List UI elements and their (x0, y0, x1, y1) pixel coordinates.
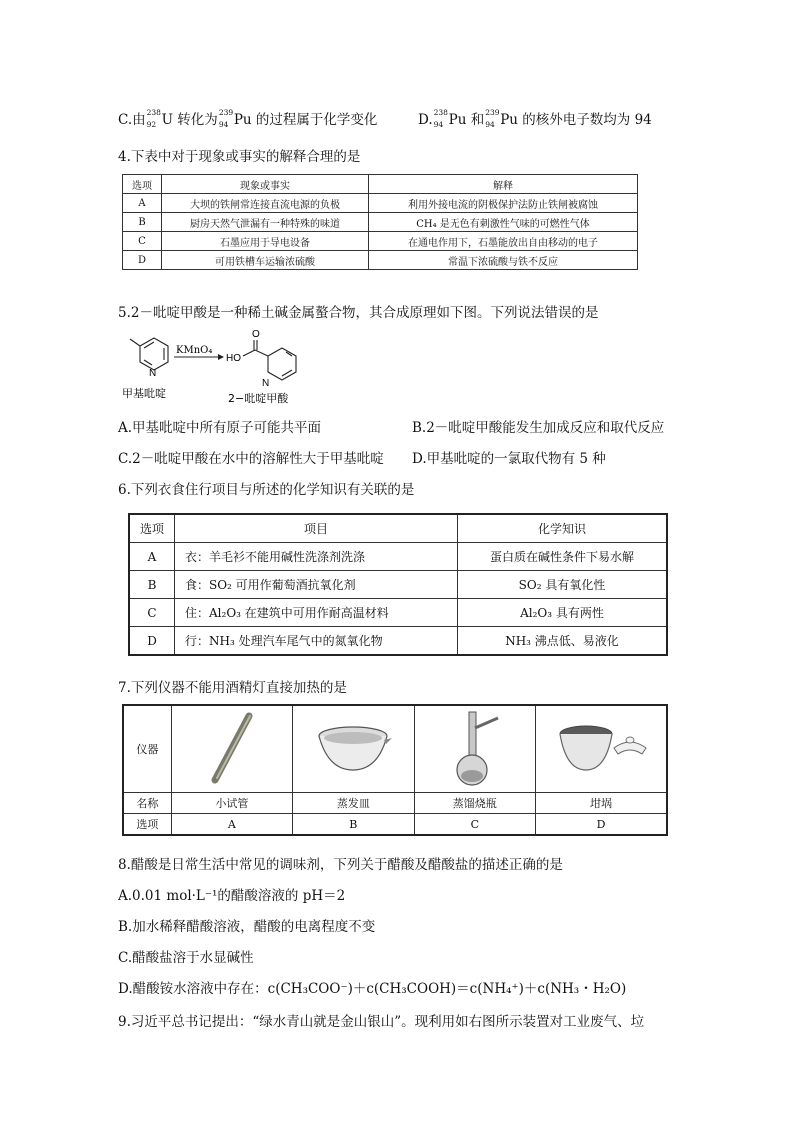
table-row (129, 599, 667, 627)
header-cell: 现象或事实 (162, 175, 369, 194)
row-label-instrument: 仪器 (123, 705, 171, 793)
pu239-z: 94 (485, 119, 495, 129)
product-n-atom: N (262, 378, 270, 389)
header-cell: 选项 (123, 175, 162, 194)
pu-z: 94 (218, 119, 229, 129)
q5-option-b: B.2－吡啶甲酸能发生加成反应和取代反应 (412, 420, 665, 436)
q4-stem: 4.下表中对于现象或事实的解释合理的是 (118, 149, 361, 165)
table-cell: SO₂ 具有氧化性 (458, 571, 668, 599)
row-label-option: 选项 (123, 814, 171, 836)
table-cell: 厨房天然气泄漏有一种特殊的味道 (162, 213, 369, 232)
table-cell: 在通电作用下，石墨能放出自由移动的电子 (369, 232, 638, 251)
pu239-nuclide (484, 107, 500, 129)
table-cell: 常温下浓硫酸与铁不反应 (369, 251, 638, 270)
test-tube-image-cell (171, 705, 292, 793)
header-cell: 解释 (369, 175, 638, 194)
table-row (123, 232, 638, 251)
q3c-text-c: Pu 的过程属于化学变化 (233, 112, 378, 128)
q4-table (122, 174, 638, 270)
instrument-name: 小试管 (171, 793, 292, 814)
reagent-label: KMnO₄ (176, 345, 213, 356)
table-row (129, 627, 667, 656)
arrow-head (218, 354, 224, 360)
u-z: 92 (146, 119, 157, 129)
table-cell: CH₄ 是无色有刺激性气味的可燃性气体 (369, 213, 638, 232)
q5-option-a: A.甲基吡啶中所有原子可能共平面 (118, 420, 322, 436)
q6-stem: 6.下列衣食住行项目与所述的化学知识有关联的是 (118, 482, 415, 498)
table-cell: 食：SO₂ 可用作葡萄酒抗氧化剂 (175, 571, 458, 599)
test-tube-icon (177, 708, 287, 788)
reactant-n-atom: N (149, 368, 157, 379)
table-cell: Al₂O₃ 具有两性 (458, 599, 668, 627)
pu238-nuclide (433, 107, 449, 129)
header-cell: 项目 (175, 514, 458, 543)
option-letter: A (171, 814, 292, 836)
q8-option-a: A.0.01 mol·L⁻¹的醋酸溶液的 pH＝2 (118, 888, 346, 904)
table-cell: NH₃ 沸点低、易液化 (458, 627, 668, 656)
q3-option-d (418, 108, 652, 128)
u-mass: 238 (146, 107, 161, 117)
q8-option-c: C.醋酸盐溶于水显碱性 (118, 950, 254, 966)
option-letter: D (536, 814, 668, 836)
q6-table (128, 513, 668, 656)
distillation-flask-image-cell (414, 705, 535, 793)
option-letter: B (293, 814, 414, 836)
instrument-name-row (123, 793, 667, 814)
q5-option-d: D.甲基吡啶的一氯取代物有 5 种 (412, 451, 606, 467)
pu238-z: 94 (433, 119, 444, 129)
q8-option-d: D.醋酸铵水溶液中存在：c(CH₃COO⁻)＋c(CH₃COOH)＝c(NH₄⁺)＋c(NH₃・H₂O) (118, 981, 627, 997)
table-row (129, 543, 667, 571)
q3d-text-c: Pu 的核外电子数均为 94 (500, 112, 652, 128)
q3c-text-a: C.由 (118, 112, 146, 128)
table-cell: 大坝的铁闸常连接直流电源的负极 (162, 194, 369, 213)
header-cell: 选项 (129, 514, 175, 543)
evaporating-dish-image-cell (293, 705, 414, 793)
table-row (123, 194, 638, 213)
table-cell: A (123, 194, 162, 213)
crucible-image-cell (536, 705, 668, 793)
table-row (123, 213, 638, 232)
q3d-text-b: Pu 和 (448, 112, 485, 128)
option-letter: C (414, 814, 535, 836)
table-cell: C (129, 599, 175, 627)
table-header-row (129, 514, 667, 543)
table-row (123, 251, 638, 270)
q3c-text-b: U 转化为 (161, 112, 218, 128)
q8-option-b: B.加水稀释醋酸溶液，醋酸的电离程度不变 (118, 919, 376, 935)
table-cell: 住：Al₂O₃ 在建筑中可用作耐高温材料 (175, 599, 458, 627)
table-header-row (123, 175, 638, 194)
picolinic-acid-structure (243, 340, 296, 380)
table-row (129, 571, 667, 599)
instrument-option-row (123, 814, 667, 836)
crucible-icon (536, 708, 666, 788)
q8-stem: 8.醋酸是日常生活中常见的调味剂，下列关于醋酸及醋酸盐的描述正确的是 (118, 857, 563, 873)
pu239-mass: 239 (485, 107, 500, 117)
q7-table (122, 704, 668, 836)
table-cell: D (129, 627, 175, 656)
table-cell: 可用铁槽车运输浓硫酸 (162, 251, 369, 270)
instrument-name: 蒸发皿 (293, 793, 414, 814)
q3-option-c (118, 108, 377, 128)
pu238-mass: 238 (433, 107, 448, 117)
table-cell: D (123, 251, 162, 270)
instrument-image-row (123, 705, 667, 793)
reactant-name: 甲基吡啶 (122, 387, 166, 400)
product-o-atom: O (252, 329, 260, 340)
table-cell: 衣：羊毛衫不能用碱性洗涤剂洗涤 (175, 543, 458, 571)
q7-stem: 7.下列仪器不能用酒精灯直接加热的是 (118, 680, 347, 696)
row-label-name: 名称 (123, 793, 171, 814)
table-cell: B (129, 571, 175, 599)
evaporating-dish-icon (298, 708, 408, 788)
q9-stem: 9.习近平总书记提出：“绿水青山就是金山银山”。现利用如右图所示装置对工业废气、垃 (118, 1014, 645, 1030)
table-cell: 石墨应用于导电设备 (162, 232, 369, 251)
header-cell: 化学知识 (458, 514, 668, 543)
distillation-flask-icon (420, 708, 530, 788)
u-nuclide (146, 107, 162, 129)
product-ho-group: HO (226, 353, 241, 364)
table-cell: 行：NH₃ 处理汽车尾气中的氮氧化物 (175, 627, 458, 656)
table-cell: B (123, 213, 162, 232)
instrument-name: 蒸馏烧瓶 (414, 793, 535, 814)
table-cell: C (123, 232, 162, 251)
q5-stem: 5.2－吡啶甲酸是一种稀土碱金属螯合物，其合成原理如下图。下列说法错误的是 (118, 305, 599, 321)
table-cell: 利用外接电流的阴极保护法防止铁闸被腐蚀 (369, 194, 638, 213)
q5-reaction-scheme (118, 326, 338, 406)
q5-option-c: C.2－吡啶甲酸在水中的溶解性大于甲基吡啶 (118, 451, 384, 467)
pu-mass: 239 (218, 107, 234, 117)
product-name: 2−吡啶甲酸 (228, 392, 289, 405)
pu-nuclide (218, 107, 234, 129)
q3d-text-a: D. (418, 112, 433, 128)
methylpyridine-structure (130, 338, 168, 370)
instrument-name: 坩埚 (536, 793, 668, 814)
table-cell: 蛋白质在碱性条件下易水解 (458, 543, 668, 571)
table-cell: A (129, 543, 175, 571)
